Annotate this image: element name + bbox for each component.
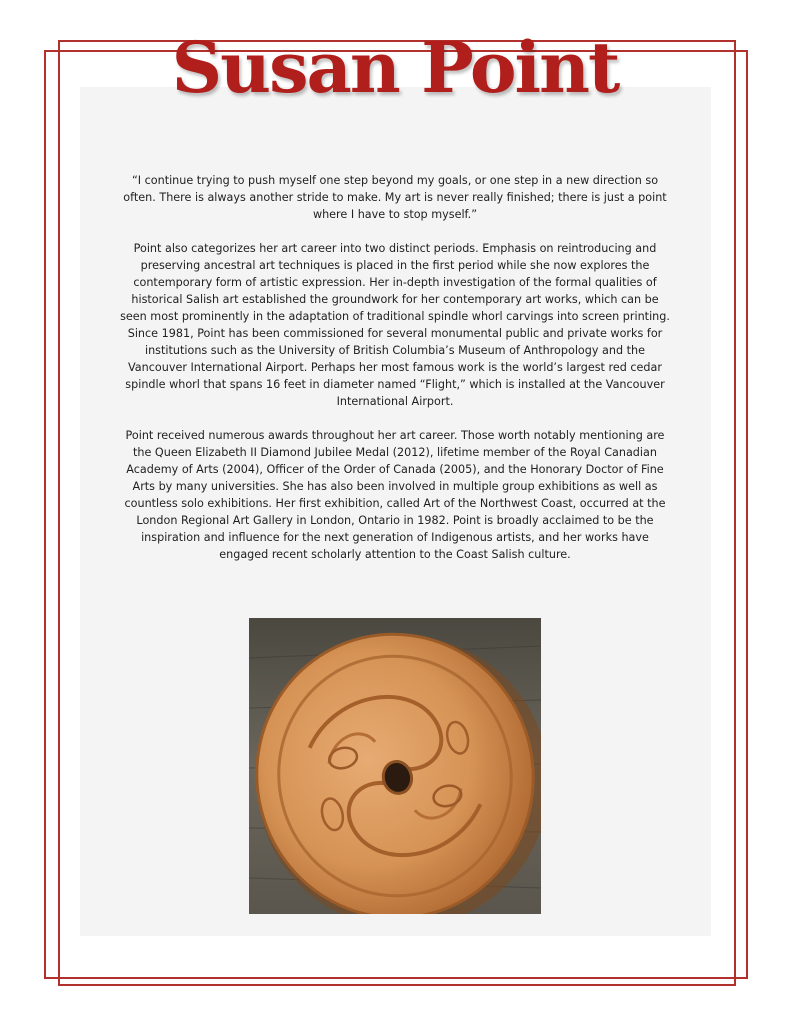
awards-paragraph: Point received numerous awards throughout her art career. Those worth notably mentioning are the Queen Elizabeth II Diamond Jubilee Medal (2012), lifetime member of the Royal Canadian Academy of Arts (2004), Officer of the Order of Canada (2005), and the Honorary Doctor of Fine Arts by many universities. She has also been involved in multiple group exhibitions as well as countless solo exhibitions. Her first exhibition, called Art of the Northwest Coast, occurred at the London Regional Art Gallery in London, Ontario in 1982. Point is broadly acclaimed to be the inspiration and influence for the next generation of Indigenous artists, and her works have engaged recent scholarly attention to the Coast Salish culture. <box>124 429 666 561</box>
spindle-whorl-photo <box>249 618 541 914</box>
quote-paragraph: “I continue trying to push myself one step beyond my goals, or one step in a new direction so often. There is always another stride to make. My art is never really finished; there is just a point where I have to stop myself.” <box>123 174 667 221</box>
career-periods-paragraph: Point also categorizes her art career into two distinct periods. Emphasis on reintroducing and preserving ancestral art techniques is placed in the first period while she now explores the contemporary form of artistic expression. Her in-depth investigation of the formal qualities of historical Salish art established the groundwork for her contemporary art works, which can be seen most prominently in the adaptation of traditional spindle whorl carvings into screen printing. Since 1981, Point has been commissioned for several monumental public and private works for institutions such as the University of British Columbia’s Museum of Anthropology and the Vancouver International Airport. Perhaps her most famous work is the world’s largest red cedar spindle whorl that spans 16 feet in diameter named “Flight,” which is installed at the Vancouver International Airport. <box>120 242 670 408</box>
spindle-whorl-illustration <box>249 618 541 914</box>
page-title: Susan Point <box>171 26 619 109</box>
